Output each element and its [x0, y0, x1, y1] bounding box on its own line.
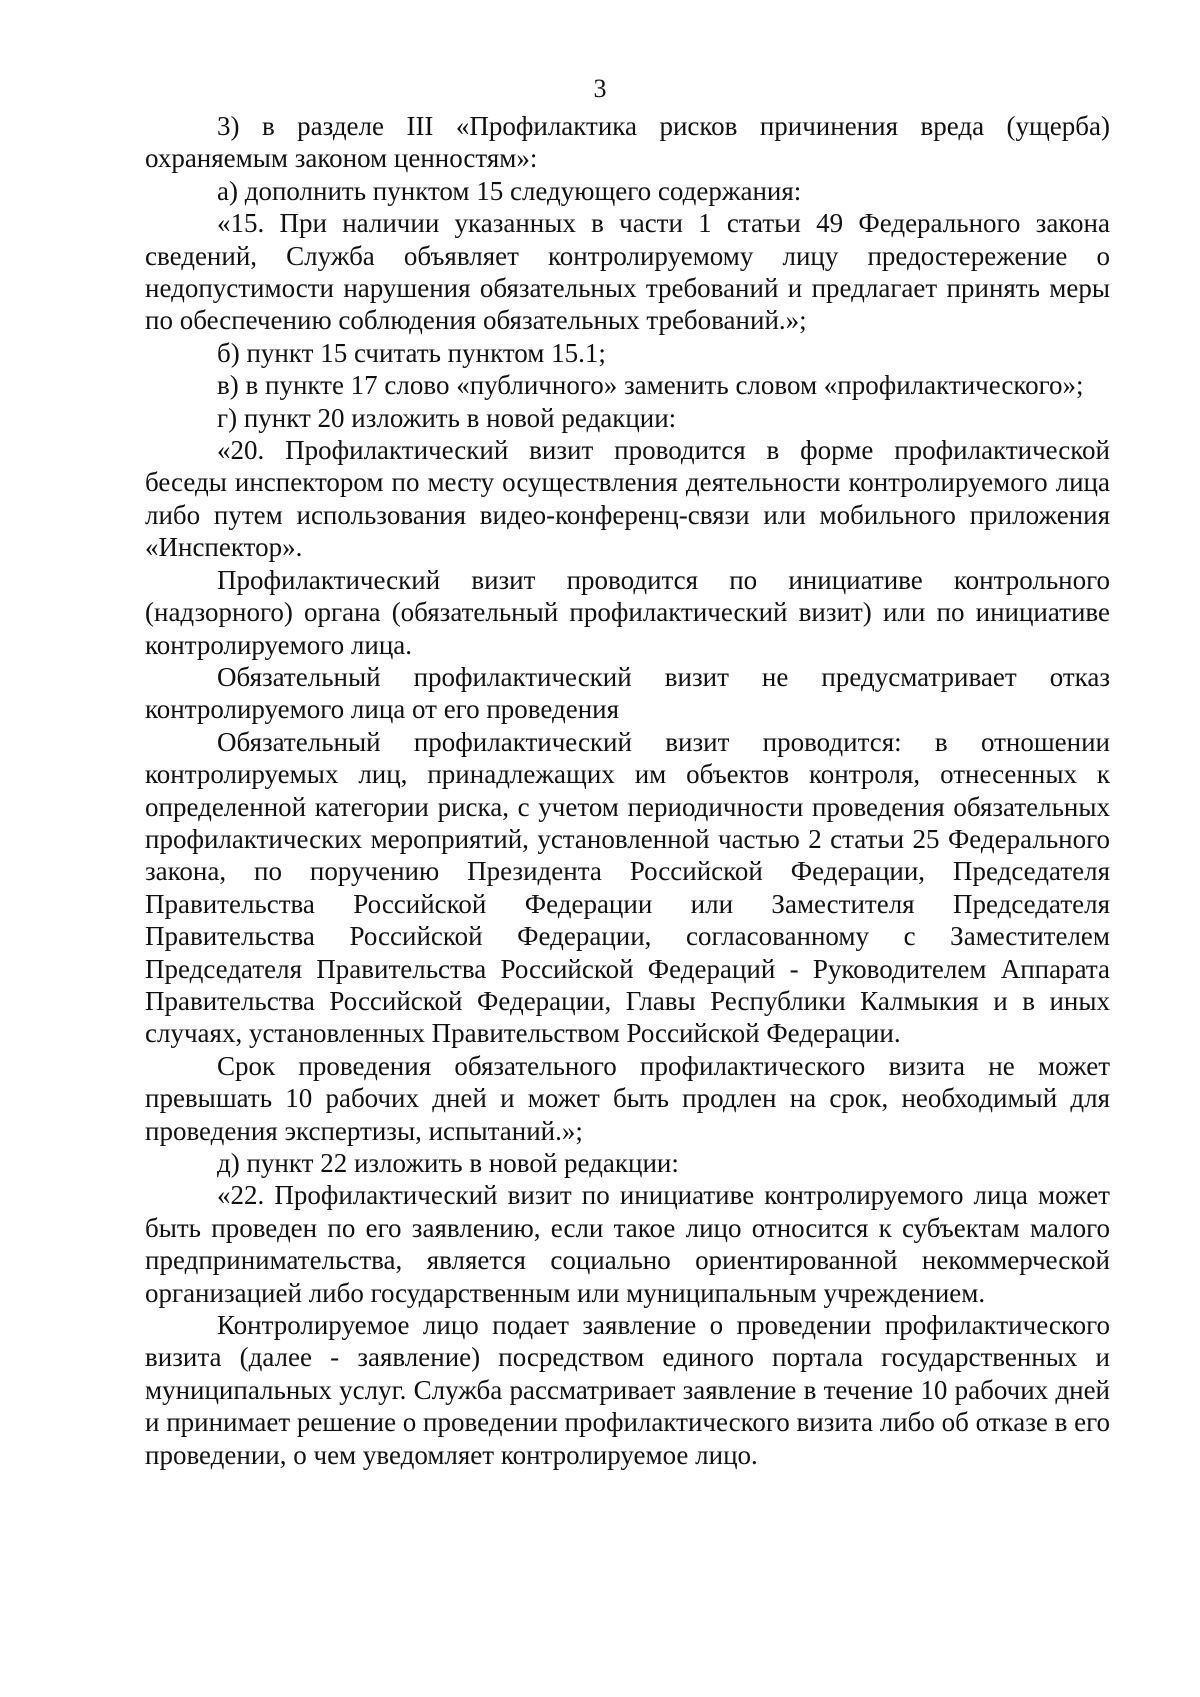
paragraph-mandatory-visit-no-refusal: Обязательный профилактический визит не предусматривает отказ контролируемого лица от его проведения — [145, 661, 1110, 725]
paragraph-point-20: «20. Профилактический визит проводится в форме профилактической беседы инспектором по месту осуществления деятельности контролируемого лица либо путем использования видео-конференц-связи или мобильного приложения «Инспектор». — [145, 435, 1110, 563]
paragraph-section-3-intro: 3) в разделе III «Профилактика рисков причинения вреда (ущерба) охраняемым законом ценностям»: — [145, 111, 1110, 174]
paragraph-application-procedure: Контролируемое лицо подает заявление о проведении профилактического визита (далее - заявление) посредством единого портала государственных и муниципальных услуг. Служба рассматривает заявление в течение 10 рабочих дней и принимает решение о проведении профилактического визита либо об отказе в его проведении, о чем уведомляет контролируемое лицо. — [145, 1310, 1111, 1470]
paragraph-point-22: «22. Профилактический визит по инициативе контролируемого лица может быть проведен по его заявлению, если такое лицо относится к субъектам малого предпринимательства, является социально ориентированной некоммерческой организацией либо государственным или муниципальным учреждением. — [145, 1180, 1110, 1308]
paragraph-visit-initiative: Профилактический визит проводится по инициативе контрольного (надзорного) органа (обязательный профилактический визит) или по инициативе контролируемого лица. — [145, 564, 1110, 660]
paragraph-item-b: б) пункт 15 считать пунктом 15.1; — [217, 337, 606, 368]
page-number: 3 — [593, 74, 607, 103]
paragraph-item-a: а) дополнить пунктом 15 следующего содержания: — [217, 175, 802, 206]
paragraph-mandatory-visit-conditions: Обязательный профилактический визит проводится: в отношении контролируемых лиц, принадлежащих им объектов контроля, отнесенных к определенной категории риска, с учетом периодичности проведения обязательных профилактических мероприятий, установленной частью 2 статьи 25 Федерального закона, по поручению Президента Российской Федерации, Председателя Правительства Российской Федерации или Заместителя Председателя Правительства Российской Федерации, согласованному с Заместителем Председателя Правительства Российской Федераций - Руководителем Аппарата Правительства Российской Федерации, Главы Республики Калмыкия и в иных случаях, установленных Правительством Российской Федерации. — [145, 726, 1110, 1049]
paragraph-item-v: в) в пункте 17 слово «публичного» заменить словом «профилактического»; — [217, 370, 1084, 401]
paragraph-visit-duration: Срок проведения обязательного профилактического визита не может превышать 10 рабочих дней и может быть продлен на срок, необходимый для проведения экспертизы, испытаний.»; — [145, 1050, 1110, 1146]
paragraph-point-15: «15. При наличии указанных в части 1 статьи 49 Федерального закона сведений, Служба объявляет контролируемому лицу предостережение о недопустимости нарушения обязательных требований и предлагает принять меры по обеспечению соблюдения обязательных требований.»; — [145, 208, 1110, 336]
document-body — [145, 110, 1110, 1471]
paragraph-item-g: г) пункт 20 изложить в новой редакции: — [217, 402, 677, 433]
paragraph-item-d: д) пункт 22 изложить в новой редакции: — [217, 1148, 679, 1178]
